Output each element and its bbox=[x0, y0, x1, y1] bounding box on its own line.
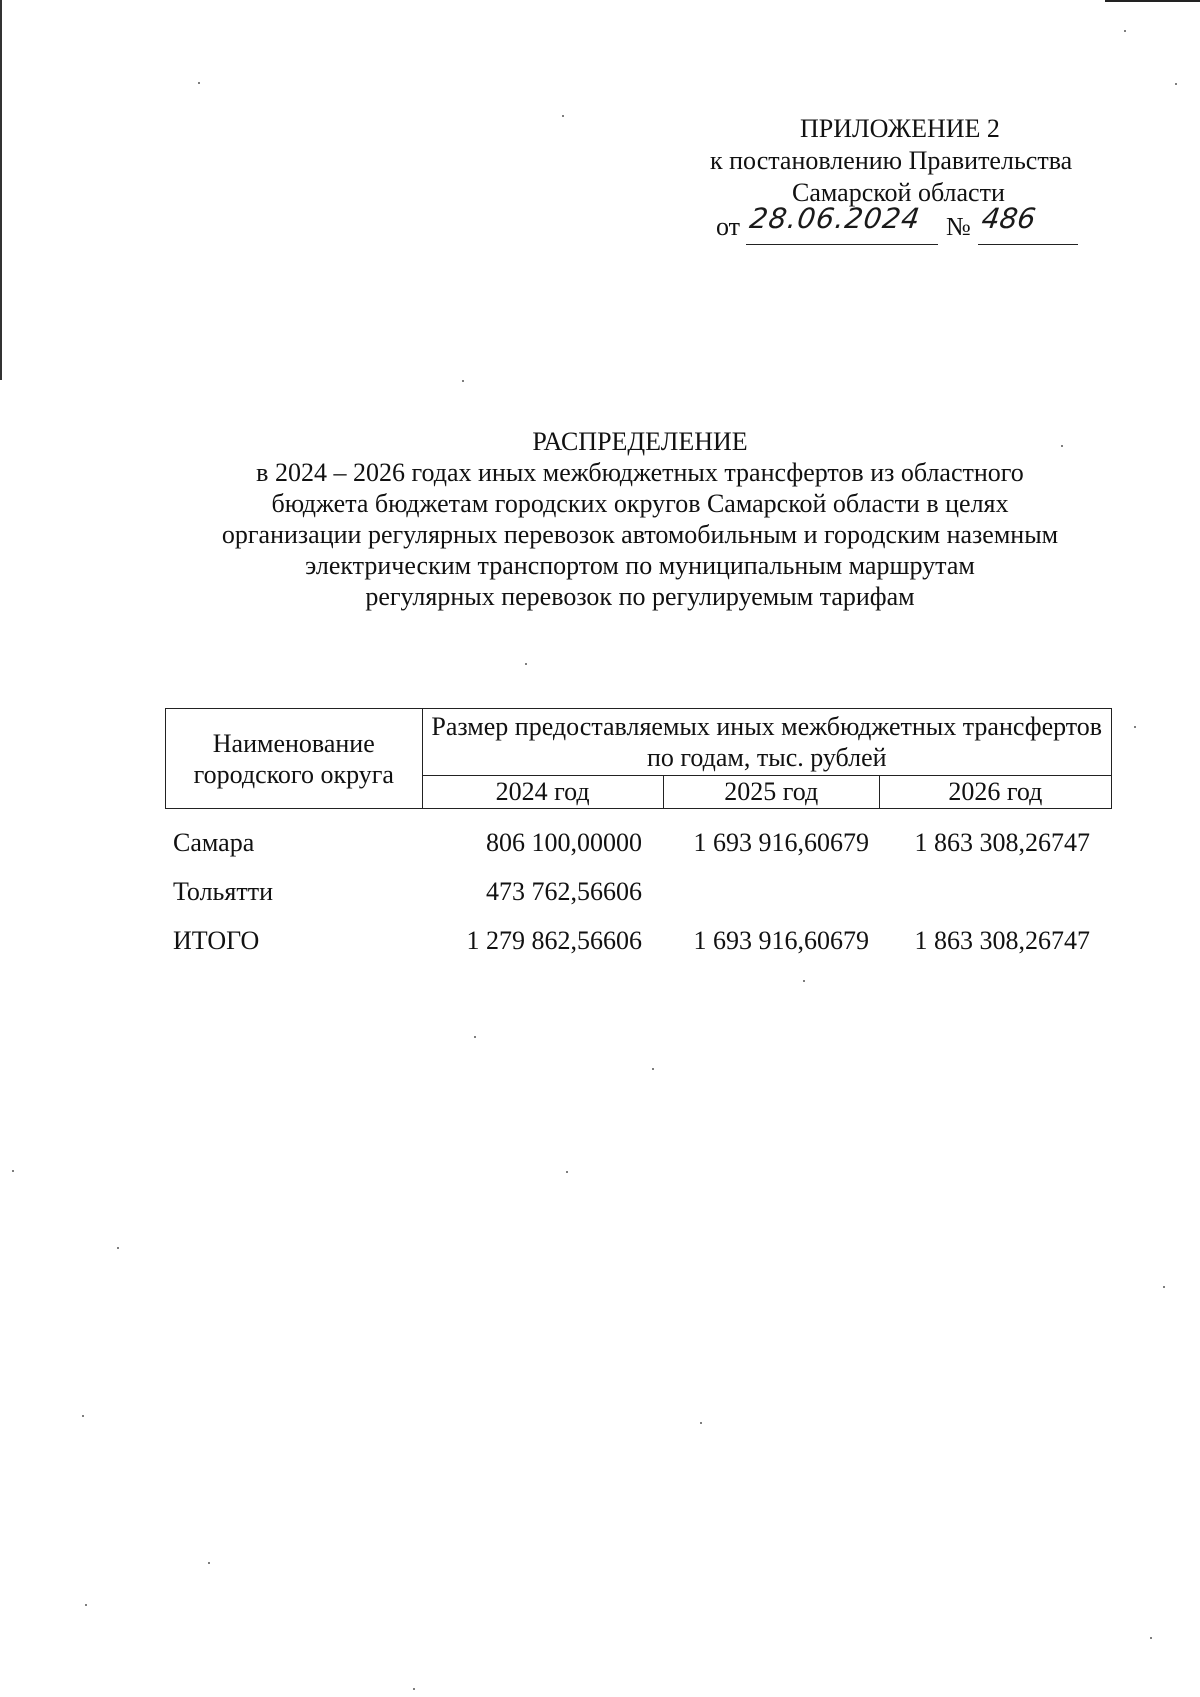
table-row bbox=[165, 828, 1165, 877]
scan-speck bbox=[85, 1604, 87, 1606]
scan-speck bbox=[562, 115, 564, 117]
scan-speck bbox=[1163, 1286, 1165, 1288]
table-row bbox=[165, 877, 1165, 926]
scan-speck bbox=[82, 1415, 84, 1417]
number-label: № bbox=[946, 212, 971, 241]
scan-speck bbox=[566, 1171, 568, 1173]
table-body bbox=[165, 828, 1165, 975]
scan-speck bbox=[1134, 726, 1136, 728]
date-field bbox=[746, 202, 938, 245]
header-transfer-size: Размер предоставляемых иных межбюджетных трансфертов по годам, тыс. рублей bbox=[422, 709, 1111, 776]
row-value-2024: 806 100,00000 bbox=[486, 828, 642, 857]
scan-speck bbox=[117, 1247, 119, 1249]
table-row-total bbox=[165, 926, 1165, 975]
scan-speck bbox=[462, 380, 464, 382]
distribution-table bbox=[165, 708, 1112, 809]
row-value-2025: 1 693 916,60679 bbox=[693, 828, 869, 857]
subtitle-line: регулярных перевозок по регулируемым тарифам bbox=[365, 582, 915, 611]
handwritten-number: 486 bbox=[979, 202, 1038, 235]
scan-speck bbox=[652, 1068, 654, 1070]
row-value-2026: 1 863 308,26747 bbox=[914, 828, 1090, 857]
scan-speck bbox=[1175, 83, 1177, 85]
row-district-name: Самара bbox=[173, 828, 255, 857]
row-value-2025: 1 693 916,60679 bbox=[693, 926, 869, 955]
header-year-2024: 2024 год bbox=[422, 776, 663, 809]
row-value-2024: 1 279 862,56606 bbox=[466, 926, 642, 955]
document-title bbox=[0, 426, 1200, 612]
subtitle-line: в 2024 – 2026 годах иных межбюджетных трансфертов из областного bbox=[256, 458, 1024, 487]
subtitle-line: электрическим транспортом по муниципальным маршрутам bbox=[305, 551, 975, 580]
header-district-name: Наименование городского округа bbox=[166, 709, 423, 809]
appendix-reference: к постановлению Правительства bbox=[710, 146, 1073, 175]
date-label: от bbox=[716, 212, 741, 241]
scan-edge-left bbox=[0, 0, 2, 380]
scan-speck bbox=[208, 1562, 210, 1564]
document-heading: РАСПРЕДЕЛЕНИЕ bbox=[532, 427, 748, 456]
appendix-region: Самарской области bbox=[792, 178, 1005, 207]
scan-speck bbox=[198, 82, 200, 84]
header-year-2025: 2025 год bbox=[663, 776, 879, 809]
scan-speck bbox=[700, 1422, 702, 1424]
scan-speck bbox=[525, 663, 527, 665]
row-value-2026: 1 863 308,26747 bbox=[914, 926, 1090, 955]
handwritten-date: 28.06.2024 bbox=[747, 202, 923, 235]
scan-speck bbox=[1124, 30, 1126, 32]
scan-speck bbox=[413, 1688, 415, 1690]
scan-speck bbox=[474, 1036, 476, 1038]
number-field bbox=[978, 202, 1078, 245]
subtitle-line: бюджета бюджетам городских округов Самарской области в целях bbox=[271, 489, 1009, 518]
row-value-2024: 473 762,56606 bbox=[486, 877, 642, 906]
scan-speck bbox=[803, 980, 805, 982]
row-district-name: ИТОГО bbox=[173, 926, 260, 955]
header-year-2026: 2026 год bbox=[879, 776, 1111, 809]
scan-speck bbox=[12, 1170, 14, 1172]
subtitle-line: организации регулярных перевозок автомобильным и городским наземным bbox=[221, 520, 1059, 549]
scan-edge-top bbox=[1105, 0, 1200, 2]
scan-speck bbox=[1150, 1637, 1152, 1639]
appendix-title: ПРИЛОЖЕНИЕ 2 bbox=[800, 114, 1000, 143]
row-district-name: Тольятти bbox=[173, 877, 274, 906]
